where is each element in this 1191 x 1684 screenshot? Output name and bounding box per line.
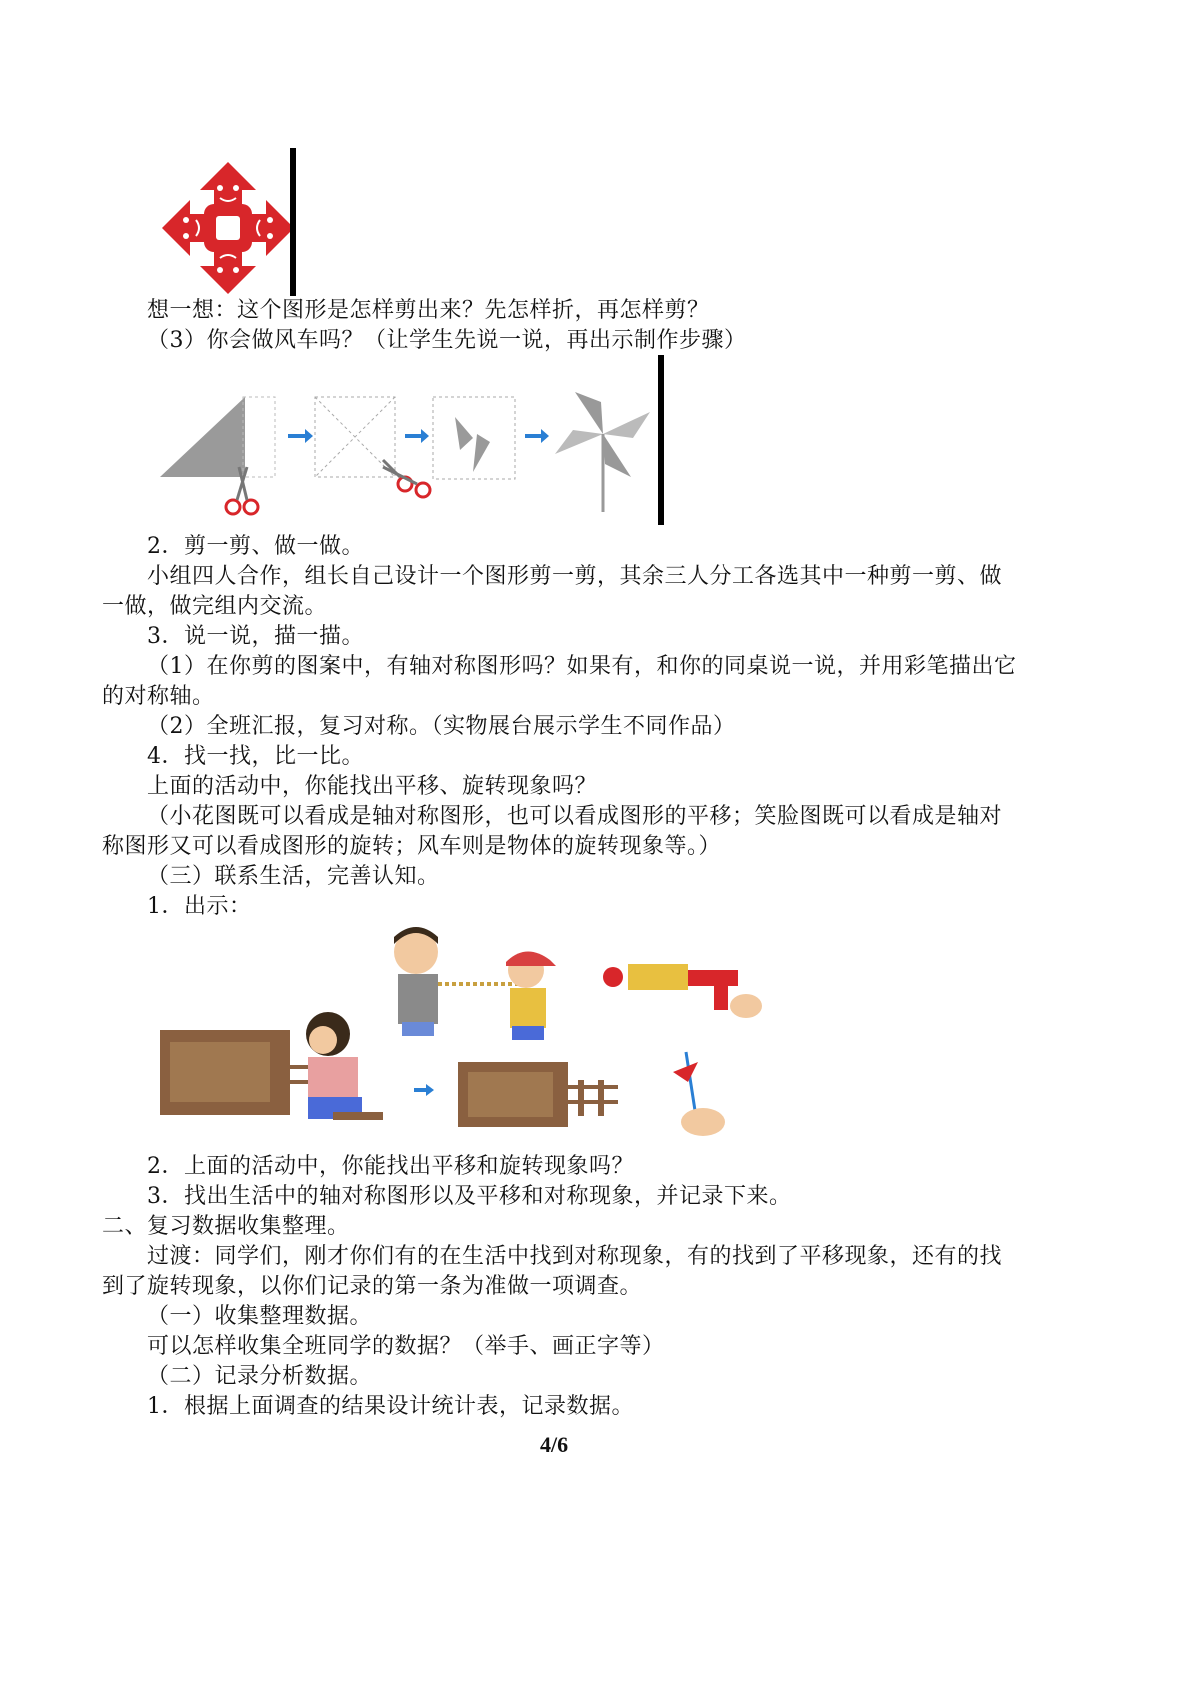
sec2-title: 二、复习数据收集整理。 <box>102 1214 350 1239</box>
sub1-question: 可以怎样收集全班同学的数据？（举手、画正字等） <box>147 1334 665 1359</box>
girl-pulling-drawer-scene <box>160 1012 383 1120</box>
paper-cut-figure <box>158 158 298 298</box>
fold-step-2 <box>315 397 395 477</box>
toy-gun-icon <box>603 964 762 1018</box>
s4-answer-line1: （小花图既可以看成是轴对称图形，也可以看成图形的平移；笑脸图既可以看成是轴对 <box>147 804 1003 829</box>
arrow-right-icon <box>525 429 549 443</box>
scissors-icon <box>383 460 430 497</box>
s3-title: 3．说一说，描一描。 <box>147 624 364 649</box>
p3-2: 2．上面的活动中，你能找出平移和旋转现象吗？ <box>147 1154 634 1179</box>
windmill-steps-figure <box>155 372 665 522</box>
drawer-icon <box>458 1062 618 1127</box>
vertical-bar <box>290 148 296 296</box>
sub2-item1: 1．根据上面调查的结果设计统计表，记录数据。 <box>147 1394 634 1419</box>
daily-life-illustration <box>158 922 768 1144</box>
vertical-bar <box>658 355 664 525</box>
arrow-right-icon <box>288 429 313 443</box>
transition-line1: 过渡：同学们，刚才你们有的在生活中找到对称现象，有的找到了平移现象，还有的找 <box>147 1244 1003 1269</box>
fold-step-3 <box>433 397 515 479</box>
part3-title: （三）联系生活，完善认知。 <box>147 864 440 889</box>
s4-title: 4．找一找，比一比。 <box>147 744 364 769</box>
sub2-title: （二）记录分析数据。 <box>147 1364 373 1389</box>
s2-title: 2．剪一剪、做一做。 <box>147 534 364 559</box>
s4-question: 上面的活动中，你能找出平移、旋转现象吗？ <box>147 774 598 799</box>
arrow-right-icon <box>414 1084 434 1096</box>
p3-3: 3．找出生活中的轴对称图形以及平移和对称现象，并记录下来。 <box>147 1184 792 1209</box>
sub1-title: （一）收集整理数据。 <box>147 1304 373 1329</box>
s4-answer-line2: 称图形又可以看成图形的旋转；风车则是物体的旋转现象等。） <box>102 834 722 859</box>
think-line: 想一想：这个图形是怎样剪出来？先怎样折，再怎样剪？ <box>147 298 710 323</box>
s2-body-line1: 小组四人合作，组长自己设计一个图形剪一剪，其余三人分工各选其中一种剪一剪、做 <box>147 564 1003 589</box>
transition-line2: 到了旋转现象，以你们记录的第一条为准做一项调查。 <box>102 1274 643 1299</box>
s3-p1-line2: 的对称轴。 <box>102 684 215 709</box>
arrow-right-icon <box>405 429 429 443</box>
s2-body-line2: 一做，做完组内交流。 <box>102 594 328 619</box>
windmill-icon <box>555 392 650 512</box>
s3-p1-line1: （1）在你剪的图案中，有轴对称图形吗？如果有，和你的同桌说一说，并用彩笔描出它 <box>147 654 1017 679</box>
p3-1: 1．出示： <box>147 894 252 919</box>
s3-p2: （2）全班汇报，复习对称。（实物展台展示学生不同作品） <box>147 714 736 739</box>
fold-step-1 <box>160 397 275 477</box>
page-number: 4/6 <box>540 1432 569 1457</box>
windmill-question: （3）你会做风车吗？（让学生先说一说，再出示制作步骤） <box>147 328 747 353</box>
pinwheel-icon <box>673 1052 725 1136</box>
children-passing-scene <box>394 927 556 1040</box>
